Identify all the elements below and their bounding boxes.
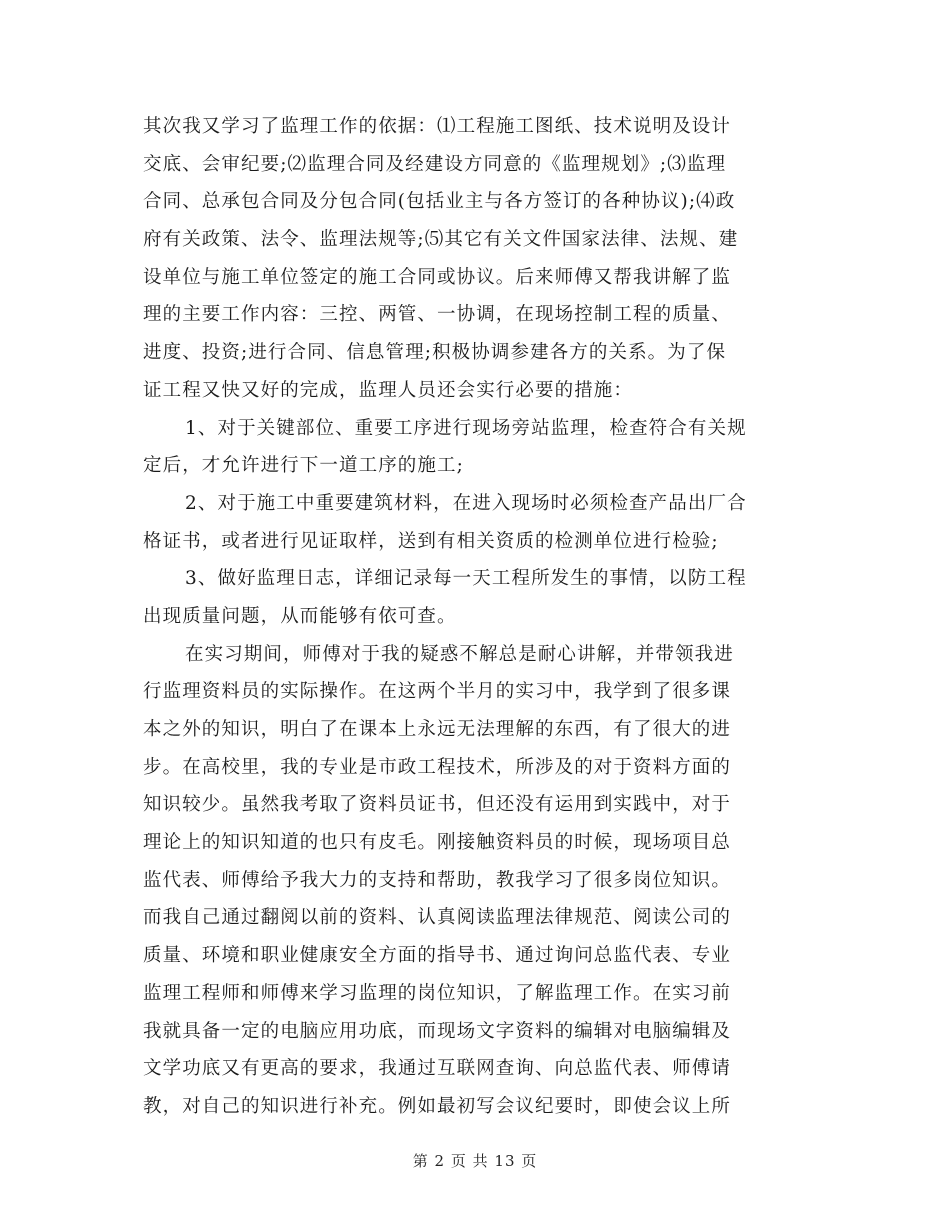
- footer-suffix: 页: [521, 1152, 538, 1170]
- footer-page-unit: 页: [450, 1152, 467, 1170]
- footer-current-page: 2: [434, 1152, 446, 1170]
- text-line: 合同、总承包合同及分包合同(包括业主与各方签订的各种协议);⑷政: [143, 191, 736, 213]
- text-line: 理论上的知识知道的也只有皮毛。刚接触资料员的时候，现场项目总: [143, 832, 732, 854]
- text-line: 行监理资料员的实际操作。在这两个半月的实习中，我学到了很多课: [143, 681, 732, 703]
- text-line: 教，对自己的知识进行补充。例如最初写会议纪要时，即使会议上所: [143, 1095, 732, 1117]
- text-line: 质量、环境和职业健康安全方面的指导书、通过询问总监代表、专业: [143, 945, 732, 967]
- list-item-1-line: 1、对于关键部位、重要工序进行现场旁站监理，检查符合有关规: [185, 417, 747, 439]
- text-line: 其次我又学习了监理工作的依据：⑴工程施工图纸、技术说明及设计: [143, 116, 732, 137]
- text-line: 设单位与施工单位签定的施工合同或协议。后来师傅又帮我讲解了监: [143, 266, 732, 288]
- list-item-2-line: 2、对于施工中重要建筑材料，在进入现场时必须检查产品出厂合: [185, 492, 747, 514]
- paragraph-start-line: 在实习期间，师傅对于我的疑惑不解总是耐心讲解，并带领我进: [185, 643, 734, 665]
- text-line: 证工程又快又好的完成，监理人员还会实行必要的措施：: [143, 379, 634, 401]
- footer-total-pages: 13: [494, 1152, 516, 1170]
- text-line: 监代表、师傅给予我大力的支持和帮助，教我学习了很多岗位知识。: [143, 869, 732, 891]
- text-line: 本之外的知识，明白了在课本上永远无法理解的东西，有了很大的进: [143, 719, 732, 740]
- text-line: 理的主要工作内容：三控、两管、一协调，在现场控制工程的质量、: [143, 304, 732, 326]
- text-line: 知识较少。虽然我考取了资料员证书，但还没有运用到实践中，对于: [143, 794, 732, 816]
- document-body: [143, 108, 811, 1126]
- text-line: 府有关政策、法令、监理法规等;⑸其它有关文件国家法律、法规、建: [143, 229, 739, 251]
- text-line: 我就具备一定的电脑应用功底，而现场文字资料的编辑对电脑编辑及: [143, 1020, 732, 1042]
- text-line: 进度、投资;进行合同、信息管理;积极协调参建各方的关系。为了保: [143, 342, 727, 364]
- footer-prefix: 第: [412, 1152, 429, 1170]
- text-line: 监理工程师和师傅来学习监理的岗位知识，了解监理工作。在实习前: [143, 982, 732, 1004]
- list-item-3-line: 3、做好监理日志，详细记录每一天工程所发生的事情，以防工程: [185, 568, 747, 590]
- text-line: 文学功底又有更高的要求，我通过互联网查询、向总监代表、师傅请: [143, 1058, 732, 1080]
- text-line: 步。在高校里，我的专业是市政工程技术，所涉及的对于资料方面的: [143, 756, 732, 778]
- text-line: 交底、会审纪要;⑵监理合同及经建设方同意的《监理规划》;⑶监理: [143, 153, 727, 175]
- footer-total-word: 共: [472, 1152, 489, 1170]
- page-footer: [0, 1150, 950, 1171]
- text-line: 格证书，或者进行见证取样，送到有相关资质的检测单位进行检验;: [143, 530, 719, 552]
- text-line: 而我自己通过翻阅以前的资料、认真阅读监理法律规范、阅读公司的: [143, 907, 732, 929]
- text-line: 定后，才允许进行下一道工序的施工;: [143, 455, 464, 477]
- text-line: 出现质量问题，从而能够有依可查。: [143, 605, 457, 627]
